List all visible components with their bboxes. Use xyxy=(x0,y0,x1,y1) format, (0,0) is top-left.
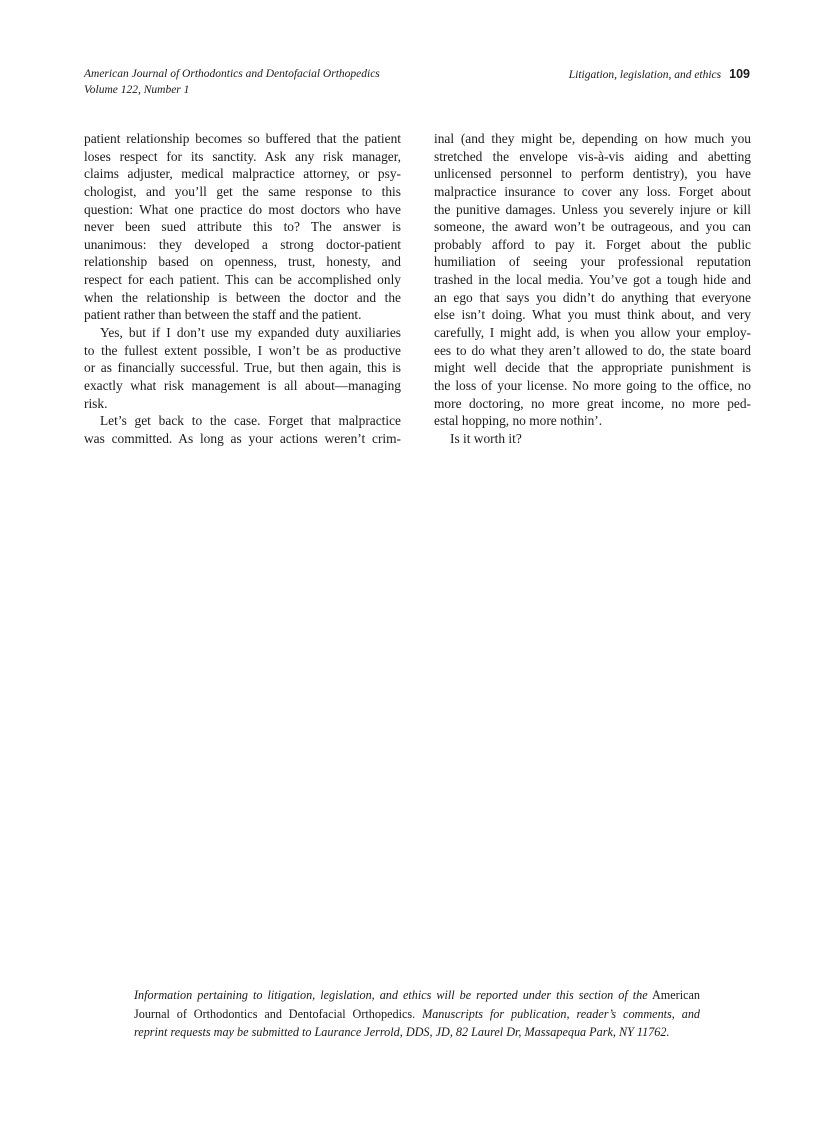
text-line: relationship based on openness, trust, honesty, and xyxy=(84,254,401,270)
running-header-left xyxy=(84,66,380,98)
text-line: probably afford to pay it. Forget about the public xyxy=(434,236,751,252)
text-line: someone, the award won’t be outrageous, and you can xyxy=(434,219,751,235)
volume-number: Volume 122, Number 1 xyxy=(84,84,190,96)
text-line: the punitive damages. Unless you severely injure or kill xyxy=(434,201,751,217)
footnote-text: American xyxy=(651,988,701,1002)
text-line: the loss of your license. No more going to the office, no xyxy=(434,377,751,393)
right-column xyxy=(434,130,751,448)
footnote-text: reprint requests may be submitted to Laurance Jerrold, DDS, JD, 82 Laurel Dr, Massapequa Park, NY 11762. xyxy=(134,1025,670,1039)
text-line: risk. xyxy=(84,395,108,411)
text-line: patient relationship becomes so buffered that the patient xyxy=(84,131,401,146)
text-line: never been sued attribute this to? The answer is xyxy=(84,219,401,235)
section-title: Litigation, legislation, and ethics xyxy=(568,69,722,81)
text-line: patient rather than between the staff and the patient. xyxy=(84,307,362,323)
text-line: malpractice insurance to cover any loss. Forget about xyxy=(434,183,751,199)
text-line: more doctoring, no more great income, no more ped- xyxy=(434,395,751,411)
text-line: ees to do what they aren’t allowed to do, the state board xyxy=(434,342,751,358)
paragraph xyxy=(434,430,751,448)
text-line: or as financially successful. True, but then again, this is xyxy=(84,360,401,376)
text-line: when the relationship is between the doctor and the xyxy=(84,289,401,305)
paragraph xyxy=(84,324,401,412)
text-line: carefully, I might add, is when you allow your employ- xyxy=(434,325,751,341)
text-line: Is it worth it? xyxy=(450,430,522,446)
paragraph xyxy=(84,130,401,324)
text-line: else isn’t doing. What you must think about, and very xyxy=(434,307,751,323)
text-line: respect for each patient. This can be accomplished only xyxy=(84,272,401,288)
text-line: inal (and they might be, depending on how much you xyxy=(434,131,751,146)
text-line: unlicensed personnel to perform dentistry), you have xyxy=(434,166,751,182)
text-line: an ego that says you didn’t do anything that everyone xyxy=(434,289,751,305)
footnote-text: Information pertaining to litigation, legislation, and ethics will be reported under this section of the xyxy=(134,988,648,1002)
text-line: to the fullest extent possible, I won’t be as productive xyxy=(84,342,401,358)
text-line: might well decide that the appropriate punishment is xyxy=(434,360,751,376)
running-header-right xyxy=(569,66,750,83)
text-line: unanimous: they developed a strong doctor-patient xyxy=(84,236,401,252)
text-line: chologist, and you’ll get the same response to this xyxy=(84,183,401,199)
footnote-text: Journal of Orthodontics and Dentofacial Orthopedics. xyxy=(134,1006,416,1021)
journal-title: American Journal of Orthodontics and Dentofacial Orthopedics xyxy=(84,68,380,80)
text-line: was committed. As long as your actions weren’t crim- xyxy=(84,430,401,446)
left-column xyxy=(84,130,401,448)
footnote-text: Manuscripts for publication, reader’s comments, and xyxy=(422,1006,701,1021)
text-line: trashed in the local media. You’ve got a tough hide and xyxy=(434,272,751,288)
text-line: loses respect for its sanctity. Ask any risk manager, xyxy=(84,148,401,164)
text-line: stretched the envelope vis-à-vis aiding and abetting xyxy=(434,148,751,164)
paragraph xyxy=(434,130,751,430)
text-line: humiliation of seeing your professional reputation xyxy=(434,254,751,270)
text-line: question: What one practice do most doctors who have xyxy=(84,201,401,217)
paragraph xyxy=(84,412,401,447)
text-line: estal hopping, no more nothin’. xyxy=(434,413,603,429)
text-line: Let’s get back to the case. Forget that malpractice xyxy=(100,413,401,429)
section-footnote xyxy=(134,986,700,1042)
text-line: claims adjuster, medical malpractice attorney, or psy- xyxy=(84,166,401,182)
page-number: 109 xyxy=(729,67,750,81)
text-line: exactly what risk management is all about—managing xyxy=(84,377,401,393)
text-line: Yes, but if I don’t use my expanded duty auxiliaries xyxy=(100,325,401,341)
